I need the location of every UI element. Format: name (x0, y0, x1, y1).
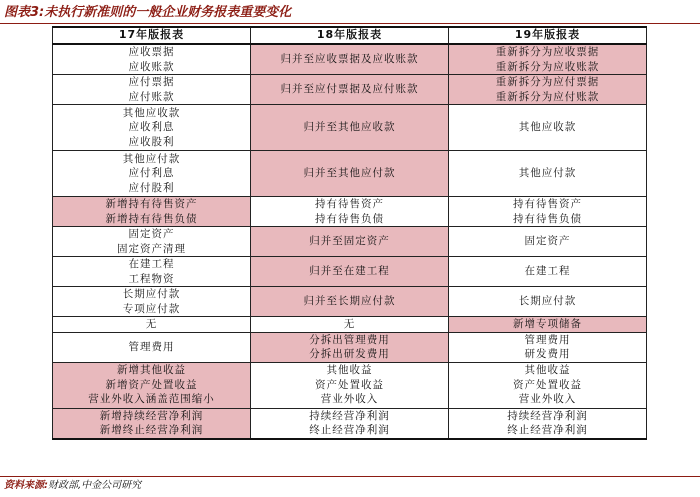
cell-line: 归并至长期应付款 (303, 295, 396, 308)
cell-line: 其他收益 (524, 364, 571, 377)
cell-line: 应收股利 (128, 135, 175, 148)
cell-line: 新增专项储备 (513, 318, 582, 330)
cell-line: 长期应付款 (122, 288, 181, 300)
cell-line: 固定资产 (128, 228, 175, 240)
cell-c19 (449, 151, 647, 197)
cell-c17 (53, 408, 251, 439)
source-label: 资料来源: (4, 480, 48, 491)
table-row (53, 151, 647, 197)
cell-line: 其他应收款 (518, 121, 577, 134)
cell-line: 新增其他收益 (117, 364, 186, 377)
cell-line: 无 (145, 318, 158, 330)
table-row (53, 197, 647, 227)
cell-line: 其他收益 (326, 364, 373, 377)
cell-line: 应付利息 (128, 167, 175, 180)
header-19: 19年版报表 (449, 27, 647, 44)
table-row (53, 44, 647, 75)
cell-line: 应付票据 (128, 76, 175, 88)
cell-c18 (251, 287, 449, 317)
header-17: 17年版报表 (53, 27, 251, 44)
header-18: 18年版报表 (251, 27, 449, 44)
cell-line: 应收票据 (128, 46, 175, 58)
cell-c19 (449, 44, 647, 75)
cell-line: 专项应付款 (122, 302, 181, 315)
cell-line: 重新拆分为应收票据 (495, 46, 600, 58)
cell-c18 (251, 75, 449, 105)
cell-c18 (251, 257, 449, 287)
cell-c18 (251, 105, 449, 151)
cell-c18 (251, 317, 449, 333)
table-row (53, 257, 647, 287)
cell-line: 管理费用 (524, 333, 571, 346)
cell-c17 (53, 197, 251, 227)
cell-line: 营业外收入 (320, 393, 379, 406)
cell-c18 (251, 408, 449, 439)
cell-line: 重新拆分为应收账款 (495, 60, 600, 73)
cell-line: 归并至应付票据及应付账款 (280, 83, 419, 96)
cell-c18 (251, 362, 449, 408)
cell-line: 终止经营净利润 (309, 424, 390, 436)
table-row (53, 105, 647, 151)
table-row (53, 75, 647, 105)
table-row (53, 227, 647, 257)
cell-c17 (53, 362, 251, 408)
cell-line: 固定资产 (524, 235, 571, 248)
table-row (53, 317, 647, 333)
cell-line: 归并至应收票据及应收账款 (280, 53, 419, 66)
cell-line: 持有待售资产 (315, 198, 384, 210)
cell-c19 (449, 257, 647, 287)
table-row (53, 362, 647, 408)
cell-c17 (53, 75, 251, 105)
cell-line: 归并至其他应收款 (303, 121, 396, 134)
cell-c17 (53, 105, 251, 151)
cell-line: 其他应付款 (122, 152, 181, 165)
table-body (53, 44, 647, 439)
cell-line: 新增持有待售资产 (105, 198, 198, 210)
cell-line: 新增资产处置收益 (105, 378, 198, 391)
cell-line: 归并至固定资产 (309, 235, 390, 248)
cell-line: 持续经营净利润 (507, 409, 588, 422)
comparison-table (52, 26, 647, 440)
figure-title: 图表3:未执行新准则的一般企业财务报表重要变化 (4, 5, 292, 20)
cell-line: 应付股利 (128, 181, 175, 194)
cell-line: 新增终止经营净利润 (99, 424, 204, 436)
source-divider (0, 476, 700, 477)
cell-c19 (449, 408, 647, 439)
cell-line: 分拆出管理费用 (309, 333, 390, 346)
cell-line: 重新拆分为应付票据 (495, 76, 600, 88)
cell-line: 归并至其他应付款 (303, 167, 396, 180)
cell-line: 应收账款 (128, 60, 175, 73)
cell-line: 资产处置收益 (513, 378, 582, 391)
cell-c17 (53, 332, 251, 362)
table-row (53, 332, 647, 362)
cell-c18 (251, 151, 449, 197)
cell-c17 (53, 44, 251, 75)
cell-c19 (449, 317, 647, 333)
cell-c19 (449, 362, 647, 408)
cell-line: 持有待售资产 (513, 198, 582, 210)
cell-line: 新增持有待售负债 (105, 212, 198, 225)
cell-line: 资产处置收益 (315, 378, 384, 391)
table-row (53, 287, 647, 317)
cell-c18 (251, 197, 449, 227)
cell-line: 管理费用 (128, 340, 175, 353)
cell-line: 终止经营净利润 (507, 424, 588, 436)
cell-c17 (53, 317, 251, 333)
cell-line: 研发费用 (524, 348, 571, 360)
cell-line: 在建工程 (524, 265, 571, 278)
cell-line: 其他应付款 (518, 167, 577, 180)
cell-c19 (449, 197, 647, 227)
cell-line: 分拆出研发费用 (309, 348, 390, 360)
cell-line: 无 (343, 318, 356, 330)
title-divider (0, 23, 700, 24)
cell-line: 营业外收入 (518, 393, 577, 406)
cell-c18 (251, 227, 449, 257)
cell-line: 应付账款 (128, 90, 175, 103)
cell-line: 持续经营净利润 (309, 409, 390, 422)
cell-c17 (53, 227, 251, 257)
cell-line: 应收利息 (128, 121, 175, 134)
cell-line: 重新拆分为应付账款 (495, 90, 600, 103)
cell-c19 (449, 287, 647, 317)
cell-line: 其他应收款 (122, 106, 181, 119)
cell-c18 (251, 332, 449, 362)
cell-c18 (251, 44, 449, 75)
cell-c19 (449, 105, 647, 151)
cell-line: 持有待售负债 (513, 212, 582, 225)
cell-line: 新增持续经营净利润 (99, 409, 204, 422)
source-note (4, 478, 141, 494)
cell-line: 营业外收入涵盖范围缩小 (88, 393, 215, 406)
cell-c19 (449, 75, 647, 105)
cell-c17 (53, 287, 251, 317)
cell-line: 在建工程 (128, 258, 175, 270)
cell-c19 (449, 332, 647, 362)
cell-line: 工程物资 (128, 272, 175, 285)
source-text: 财政部,中金公司研究 (48, 480, 142, 491)
cell-line: 固定资产清理 (117, 242, 186, 255)
table-row (53, 408, 647, 439)
cell-line: 归并至在建工程 (309, 265, 390, 278)
cell-c19 (449, 227, 647, 257)
cell-line: 长期应付款 (518, 295, 577, 308)
cell-c17 (53, 151, 251, 197)
table-header-row (53, 27, 647, 44)
cell-line: 持有待售负债 (315, 212, 384, 225)
cell-c17 (53, 257, 251, 287)
